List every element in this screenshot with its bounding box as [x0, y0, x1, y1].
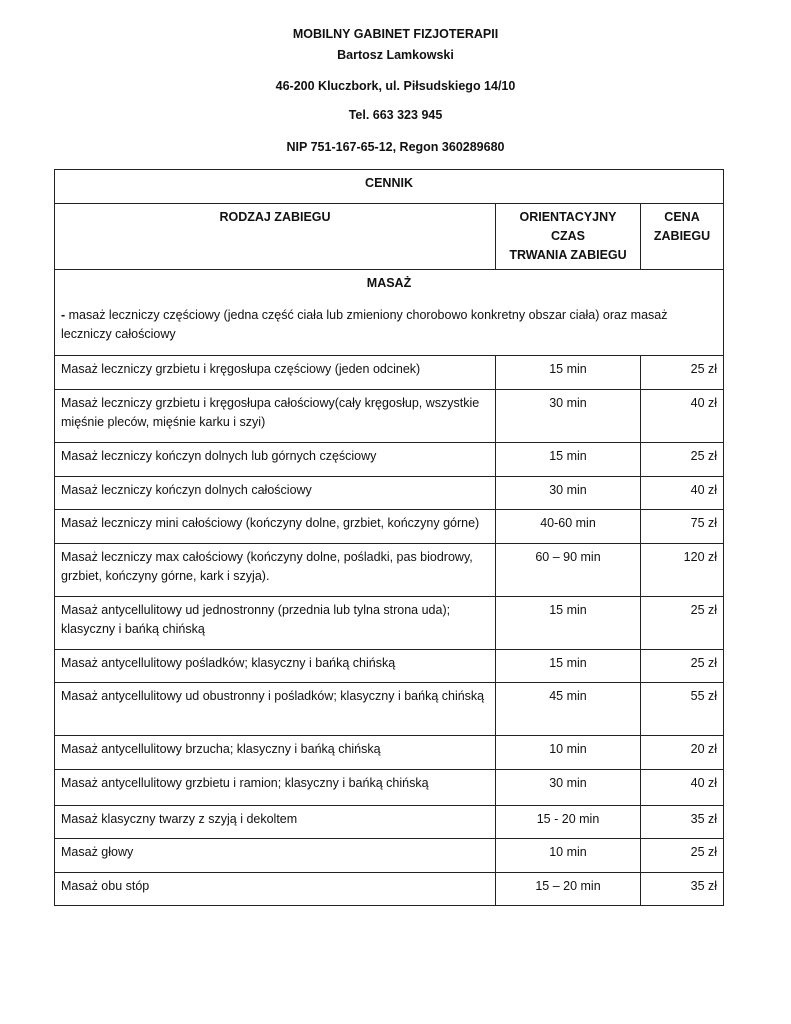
table-header-row	[55, 204, 724, 270]
table-row	[55, 806, 724, 839]
treatment-price: 20 zł	[641, 736, 724, 770]
treatment-price: 40 zł	[641, 770, 724, 806]
treatment-price: 25 zł	[641, 839, 724, 873]
table-row	[55, 356, 724, 390]
treatment-name: Masaż leczniczy grzbietu i kręgosłupa całościowy(cały kręgosłup, wszystkie mięśnie pleców, mięśnie karku i szyi)	[55, 390, 496, 443]
column-header-type: RODZAJ ZABIEGU	[55, 204, 496, 270]
tax-ids: NIP 751-167-65-12, Regon 360289680	[286, 140, 505, 154]
section-description-text: masaż leczniczy częściowy (jedna część ciała lub zmieniony chorobowo konkretny obszar ciała) oraz masaż leczniczy całościowy	[61, 308, 668, 341]
treatment-time: 30 min	[496, 770, 641, 806]
phone: Tel. 663 323 945	[348, 108, 443, 122]
table-row	[55, 443, 724, 477]
section-cell	[55, 270, 724, 356]
treatment-name: Masaż leczniczy kończyn dolnych lub górnych częściowy	[55, 443, 496, 477]
column-header-price-line2: ZABIEGU	[653, 229, 711, 243]
table-row	[55, 650, 724, 683]
treatment-time: 15 min	[496, 597, 641, 650]
treatment-name: Masaż antycellulitowy ud obustronny i pośladków; klasyczny i bańką chińską	[55, 683, 496, 736]
treatment-price: 55 zł	[641, 683, 724, 736]
treatment-name: Masaż głowy	[55, 839, 496, 873]
treatment-time: 15 min	[496, 650, 641, 683]
table-row	[55, 544, 724, 597]
treatment-name: Masaż leczniczy mini całościowy (kończyny dolne, grzbiet, kończyny górne)	[55, 510, 496, 544]
table-row	[55, 736, 724, 770]
treatment-time: 40-60 min	[496, 510, 641, 544]
column-header-price	[641, 204, 724, 270]
table-row	[55, 839, 724, 873]
column-header-time-line2: TRWANIA ZABIEGU	[509, 248, 627, 262]
treatment-price: 40 zł	[641, 390, 724, 443]
table-row	[55, 510, 724, 544]
treatment-time: 30 min	[496, 390, 641, 443]
treatment-name: Masaż leczniczy max całościowy (kończyny dolne, pośladki, pas biodrowy, grzbiet, kończyny górne, kark i szyja).	[55, 544, 496, 597]
table-row	[55, 873, 724, 906]
owner-name: Bartosz Lamkowski	[337, 48, 454, 62]
treatment-time: 15 - 20 min	[496, 806, 641, 839]
treatment-time: 15 – 20 min	[496, 873, 641, 906]
treatment-price: 35 zł	[641, 806, 724, 839]
address: 46-200 Kluczbork, ul. Piłsudskiego 14/10	[275, 79, 516, 93]
table-title-row	[55, 170, 724, 204]
treatment-price: 25 zł	[641, 597, 724, 650]
table-row	[55, 683, 724, 736]
column-header-time-line1: ORIENTACYJNY CZAS	[519, 210, 617, 243]
treatment-price: 25 zł	[641, 650, 724, 683]
treatment-name: Masaż leczniczy grzbietu i kręgosłupa częściowy (jeden odcinek)	[55, 356, 496, 390]
section-title: MASAŻ	[366, 276, 412, 290]
table-row	[55, 477, 724, 510]
section-row	[55, 270, 724, 356]
treatment-name: Masaż obu stóp	[55, 873, 496, 906]
treatment-time: 30 min	[496, 477, 641, 510]
treatment-price: 35 zł	[641, 873, 724, 906]
treatment-time: 15 min	[496, 356, 641, 390]
treatment-price: 40 zł	[641, 477, 724, 510]
treatment-name: Masaż leczniczy kończyn dolnych całościowy	[55, 477, 496, 510]
treatment-time: 10 min	[496, 839, 641, 873]
column-header-price-line1: CENA	[664, 210, 700, 224]
treatment-time: 45 min	[496, 683, 641, 736]
treatment-price: 25 zł	[641, 443, 724, 477]
treatment-time: 60 – 90 min	[496, 544, 641, 597]
treatment-price: 75 zł	[641, 510, 724, 544]
treatment-name: Masaż klasyczny twarzy z szyją i dekoltem	[55, 806, 496, 839]
treatment-price: 120 zł	[641, 544, 724, 597]
column-header-time	[496, 204, 641, 270]
treatment-name: Masaż antycellulitowy pośladków; klasyczny i bańką chińską	[55, 650, 496, 683]
table-row	[55, 597, 724, 650]
treatment-name: Masaż antycellulitowy ud jednostronny (przednia lub tylna strona uda); klasyczny i bańką chińską	[55, 597, 496, 650]
treatment-time: 10 min	[496, 736, 641, 770]
price-list-table	[54, 169, 724, 906]
section-description	[61, 306, 717, 344]
table-title: CENNIK	[55, 170, 724, 204]
treatment-name: Masaż antycellulitowy brzucha; klasyczny i bańką chińską	[55, 736, 496, 770]
table-row	[55, 390, 724, 443]
section-dash: -	[61, 308, 66, 322]
treatment-name: Masaż antycellulitowy grzbietu i ramion; klasyczny i bańką chińską	[55, 770, 496, 806]
treatment-time: 15 min	[496, 443, 641, 477]
treatment-price: 25 zł	[641, 356, 724, 390]
clinic-name: MOBILNY GABINET FIZJOTERAPII	[292, 27, 499, 41]
table-row	[55, 770, 724, 806]
